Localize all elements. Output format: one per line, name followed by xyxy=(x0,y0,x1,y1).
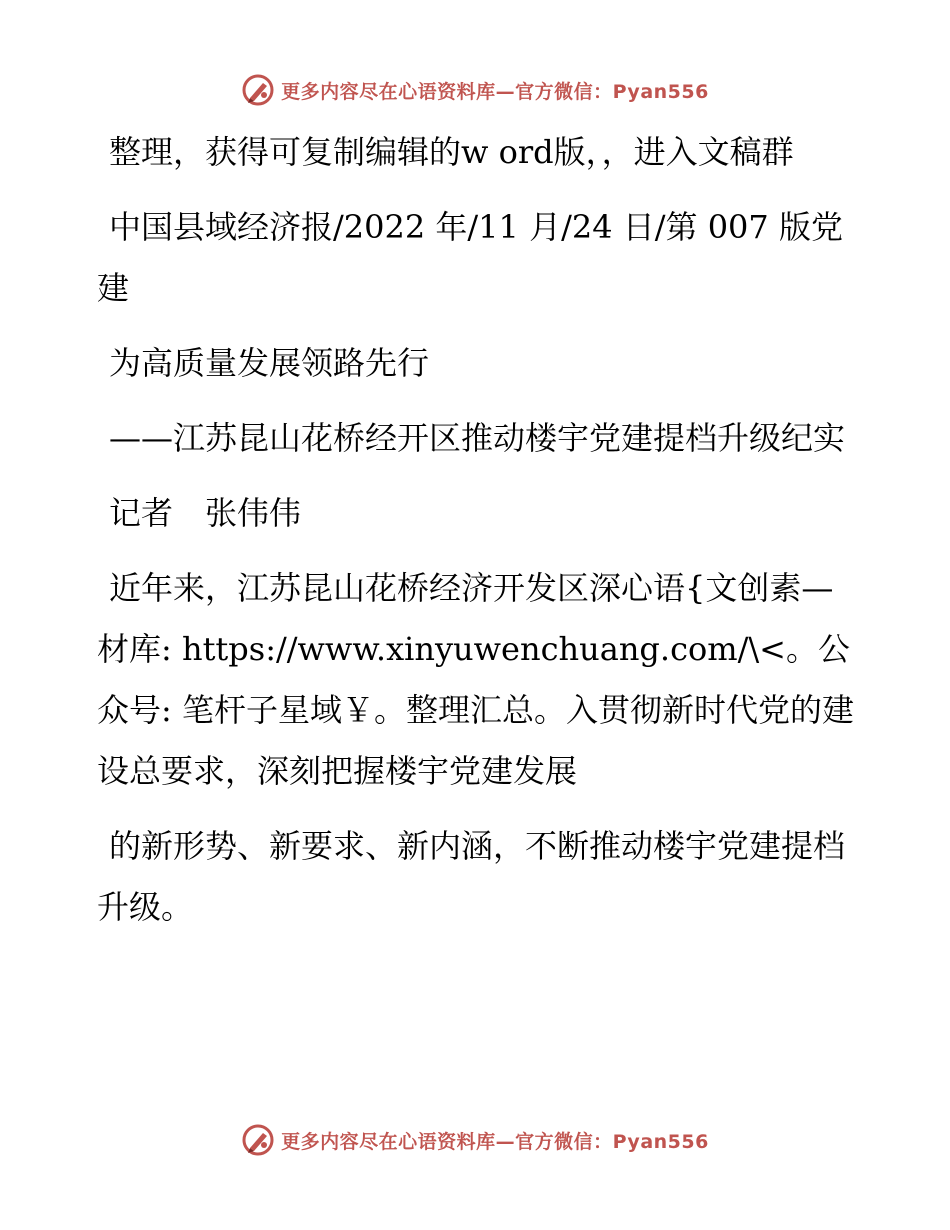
paragraph-intro: 整理，获得可复制编辑的w ord版，，进入文稿群 xyxy=(109,133,794,171)
footer-banner-text: 更多内容尽在心语资料库—官方微信：Pyan556 xyxy=(281,1130,709,1153)
article-subtitle: ——江苏昆山花桥经开区推动楼宇党建提档升级纪实 xyxy=(109,419,846,457)
paragraph-body-1: 近年来，江苏昆山花桥经济开发区深心语{文创素—材库: https://www.xinyuwenchuang.com/\<。公众号: 笔杆子星域￥。整理汇总。入贯彻新时代党的建设总要求，深刻把握楼宇党建发展 xyxy=(97,569,854,790)
document-body xyxy=(97,122,857,952)
pen-seal-logo-icon xyxy=(241,73,275,107)
article-byline: 记者 张伟伟 xyxy=(109,494,302,532)
header-banner-text: 更多内容尽在心语资料库—官方微信：Pyan556 xyxy=(281,80,709,103)
header-banner xyxy=(0,70,950,110)
footer-banner xyxy=(0,1120,950,1160)
paragraph-body-2: 的新形势、新要求、新内涵，不断推动楼宇党建提档升级。 xyxy=(97,827,846,926)
article-title: 为高质量发展领路先行 xyxy=(109,344,430,382)
pen-seal-logo-icon xyxy=(241,1123,275,1157)
paragraph-source: 中国县域经济报/2022 年/11 月/24 日/第 007 版党建 xyxy=(97,208,843,307)
